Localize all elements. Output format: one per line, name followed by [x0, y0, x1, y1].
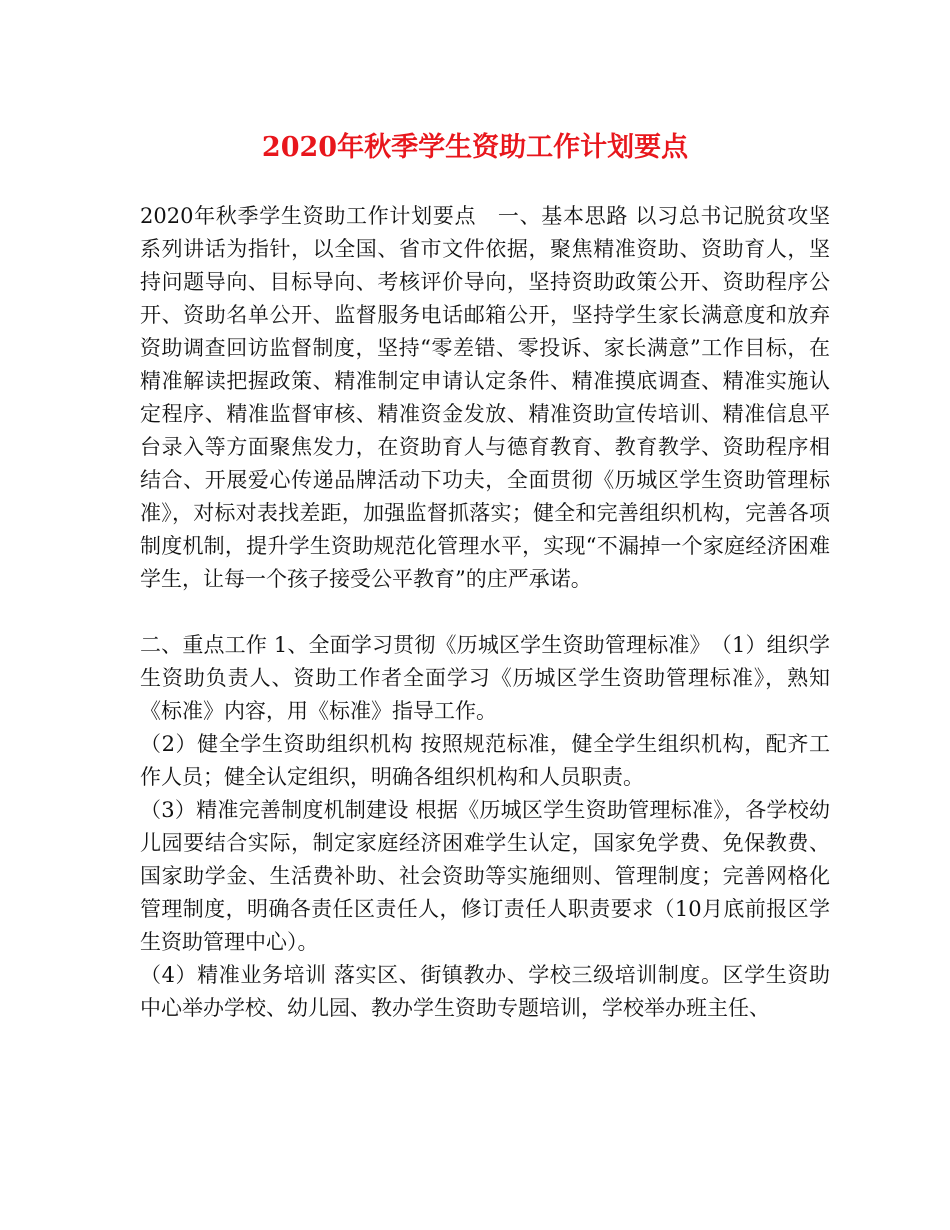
paragraph-key-work-4: （4）精准业务培训 落实区、街镇教办、学校三级培训制度。区学生资助中心举办学校、幼儿园、教办学生资助专题培训，学校举办班主任、: [140, 963, 830, 1020]
paragraph-key-work-2: （2）健全学生资助组织机构 按照规范标准，健全学生组织机构，配齐工作人员；健全认定组织，明确各组织机构和人员职责。: [140, 732, 830, 789]
paragraph-basic-approach: 2020年秋季学生资助工作计划要点 一、基本思路 以习总书记脱贫攻坚系列讲话为指针，以全国、省市文件依据，聚焦精准资助、资助育人，坚持问题导向、目标导向、考核评价导向，坚持资助政策公开、资助程序公开、资助名单公开、监督服务电话邮箱公开，坚持学生家长满意度和放弃资助调查回访监督制度，坚持“零差错、零投诉、家长满意”工作目标，在精准解读把握政策、精准制定申请认定条件、精准摸底调查、精准实施认定程序、精准监督审核、精准资金发放、精准资助宣传培训、精准信息平台录入等方面聚焦发力，在资助育人与德育教育、教育教学、资助程序相结合、开展爱心传递品牌活动下功夫，全面贯彻《历城区学生资助管理标准》，对标对表找差距，加强监督抓落实；健全和完善组织机构，完善各项制度机制，提升学生资助规范化管理水平，实现“不漏掉一个家庭经济困难学生，让每一个孩子接受公平教育”的庄严承诺。: [140, 204, 830, 591]
document-body: [140, 200, 830, 1025]
paragraph-key-work-3: （3）精准完善制度机制建设 根据《历城区学生资助管理标准》，各学校幼儿园要结合实际，制定家庭经济困难学生认定，国家免学费、免保教费、国家助学金、生活费补助、社会资助等实施细则、管理制度；完善网格化管理制度，明确各责任区责任人，修订责任人职责要求（10月底前报区学生资助管理中心）。: [140, 798, 830, 954]
document-title: 2020年秋季学生资助工作计划要点: [261, 132, 689, 163]
paragraph-key-work-1: 二、重点工作 1、全面学习贯彻《历城区学生资助管理标准》 （1）组织学生资助负责人、资助工作者全面学习《历城区学生资助管理标准》，熟知《标准》内容，用《标准》指导工作。: [140, 633, 830, 723]
